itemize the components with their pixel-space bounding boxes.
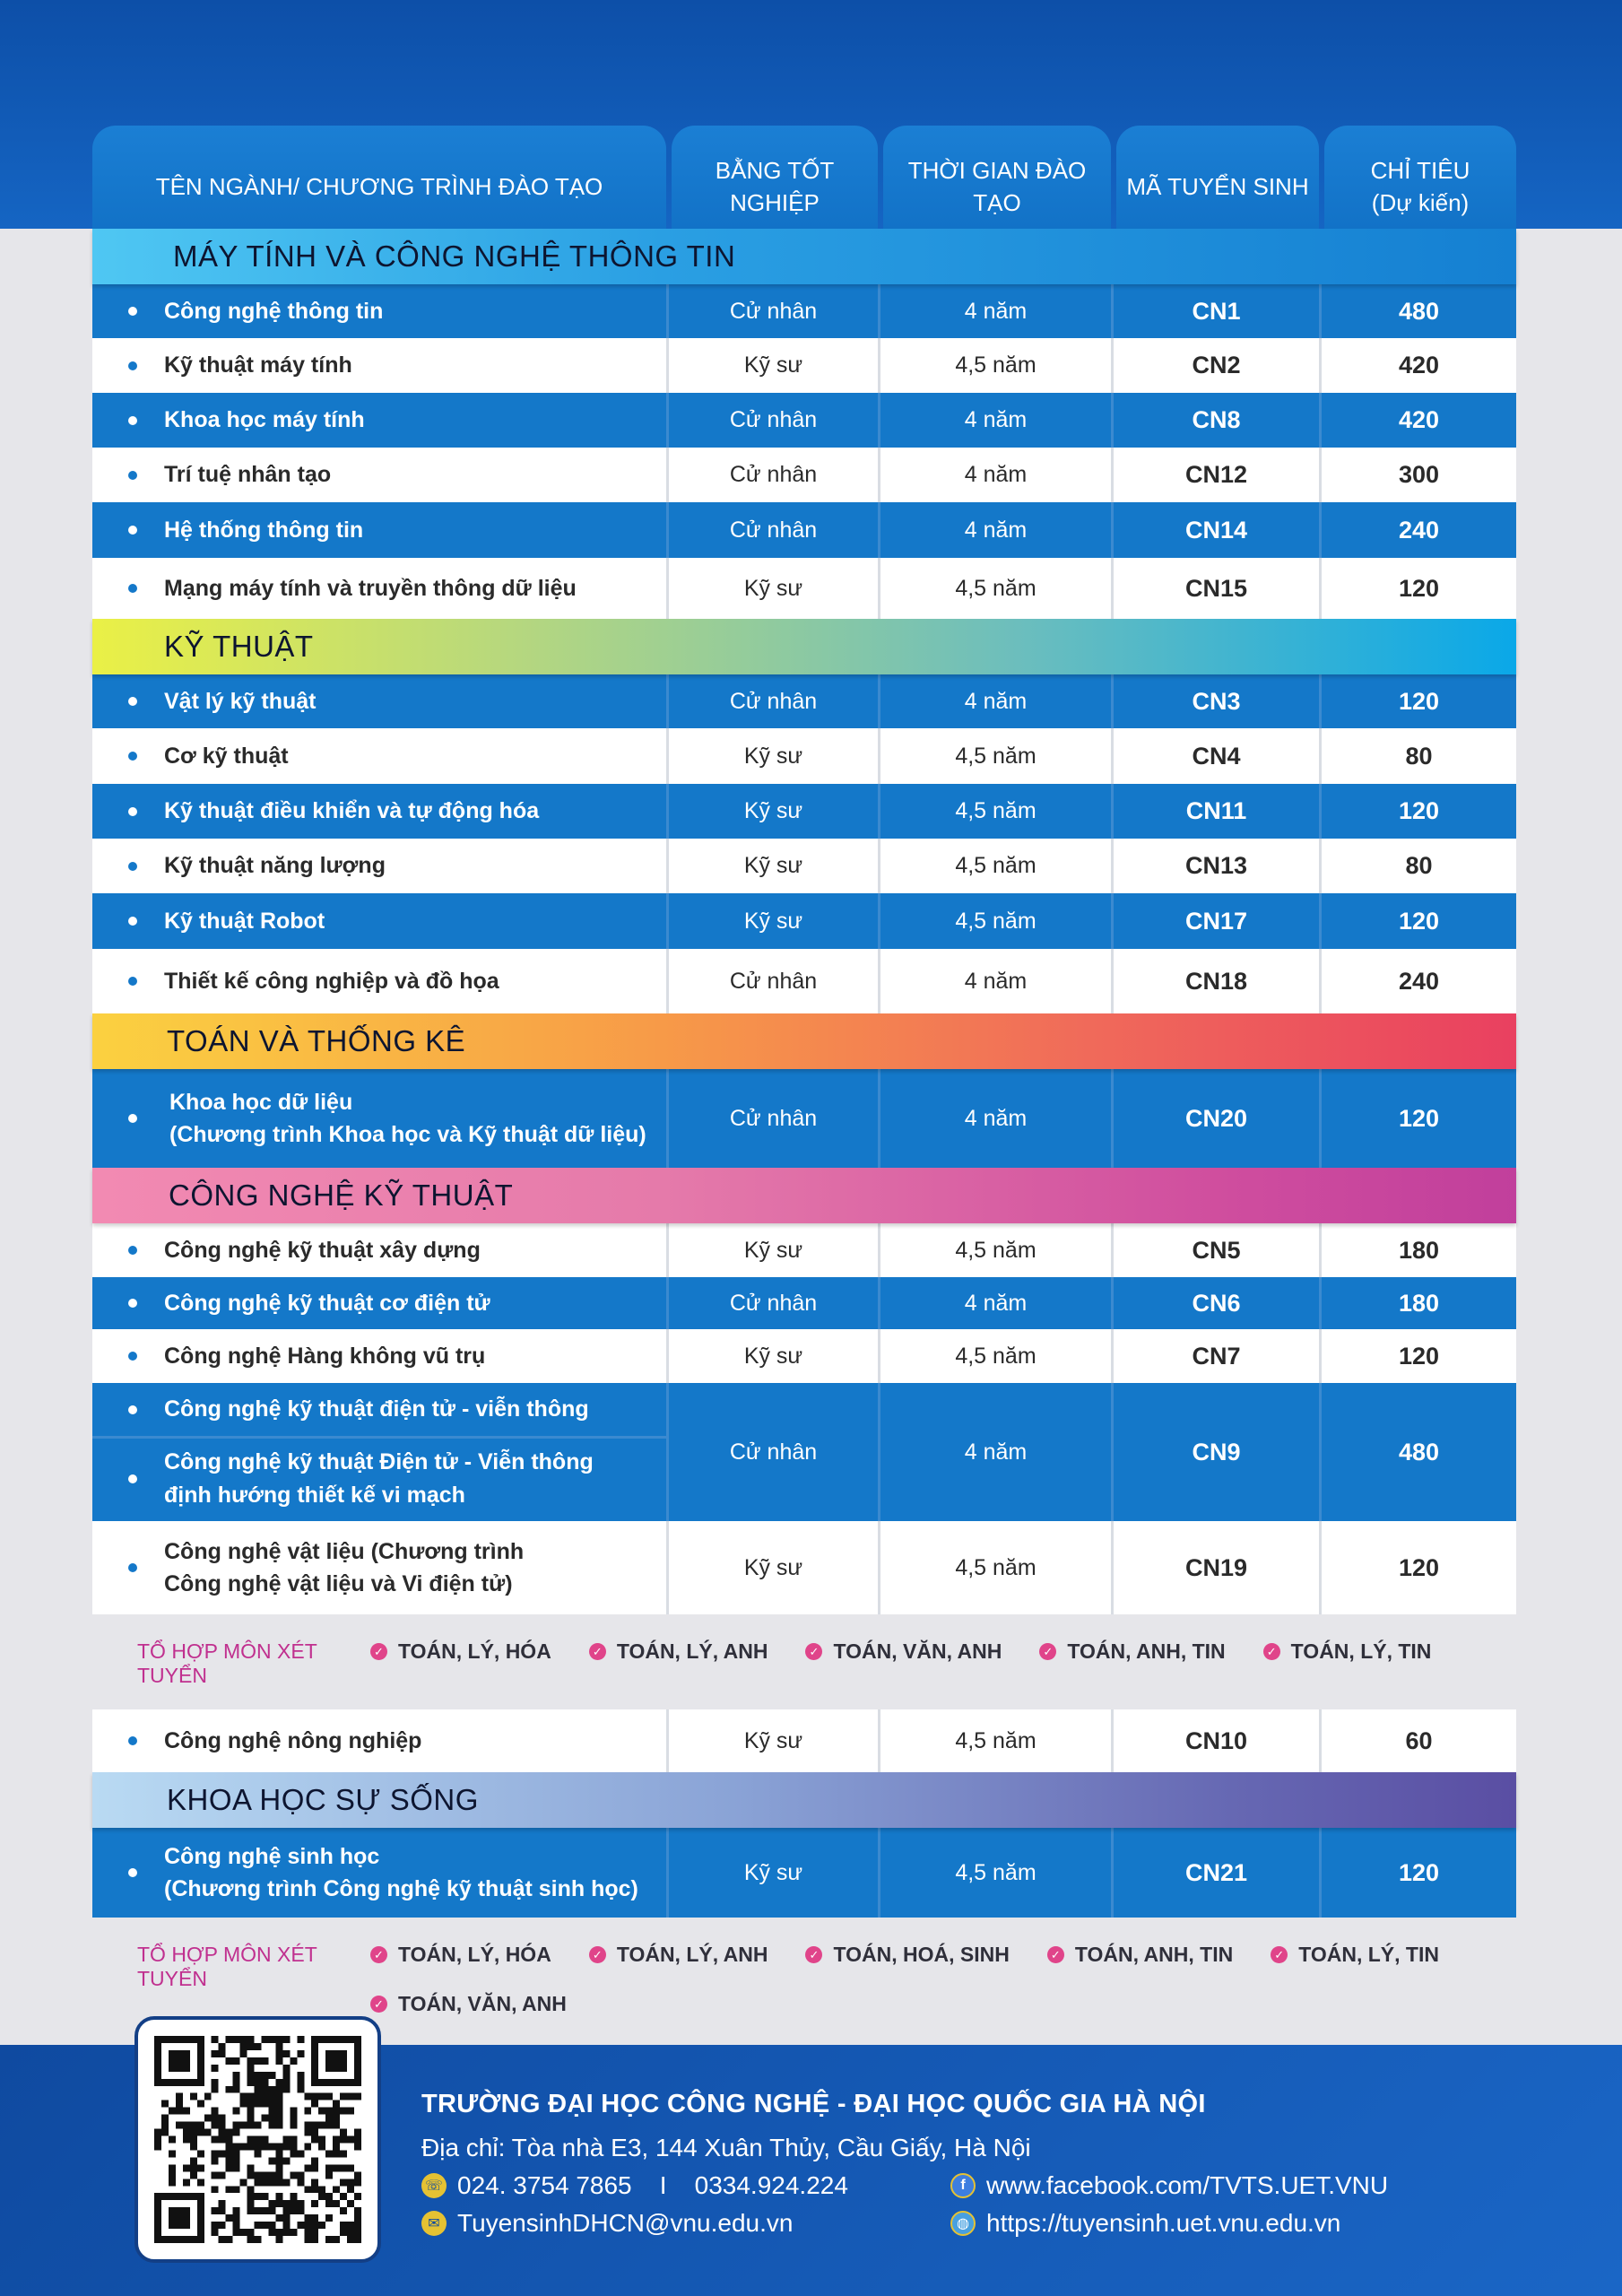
duration-cell: 4,5 năm <box>880 728 1114 784</box>
footer <box>421 2090 1479 2242</box>
duration-cell: 4 năm <box>880 1277 1114 1329</box>
subject-combinations <box>92 1614 1516 1702</box>
degree-cell: Cử nhân <box>669 284 880 338</box>
code-cell: CN13 <box>1114 839 1322 893</box>
table-row <box>92 502 1516 558</box>
table-row <box>92 949 1516 1013</box>
duration-cell: 4 năm <box>880 949 1114 1013</box>
combo-item: ✓ TOÁN, HOÁ, SINH <box>805 1943 1009 1967</box>
combo-label: TỔ HỢP MÔN XÉT TUYỂN <box>137 1639 317 1687</box>
quota-cell: 480 <box>1398 1438 1440 1465</box>
combo-item: ✓ TOÁN, VĂN, ANH <box>370 1992 567 2016</box>
degree-cell: Kỹ sư <box>669 893 880 949</box>
phone-icon: ☏ <box>421 2173 447 2198</box>
combo-list <box>370 1639 1516 1664</box>
degree-cell: Cử nhân <box>669 393 880 448</box>
program-name: Công nghệ kỹ thuật cơ điện tử <box>92 1277 669 1329</box>
duration-cell: 4 năm <box>880 502 1114 558</box>
check-circle-icon: ✓ <box>589 1643 606 1660</box>
table-row <box>92 728 1516 784</box>
program-name: Công nghệ kỹ thuật điện tử - viễn thông <box>92 1383 666 1439</box>
code-cell: CN15 <box>1114 558 1322 619</box>
code-cell: CN12 <box>1114 448 1322 502</box>
quota-cell: 300 <box>1398 461 1440 488</box>
quota-cell: 420 <box>1398 352 1440 378</box>
duration-cell: 4,5 năm <box>880 839 1114 893</box>
quota-cell: 120 <box>1398 907 1440 935</box>
table-row <box>92 1383 1516 1521</box>
degree-cell: Cử nhân <box>669 1069 880 1168</box>
quota-cell: 480 <box>1398 297 1440 325</box>
program-name: Công nghệ sinh học (Chương trình Công nghệ kỹ thuật sinh học) <box>92 1828 669 1918</box>
table-row <box>92 558 1516 619</box>
degree-cell: Kỹ sư <box>669 1709 880 1772</box>
table-row <box>92 393 1516 448</box>
program-name: Khoa học dữ liệu (Chương trình Khoa học và Kỹ thuật dữ liệu) <box>92 1069 669 1168</box>
code-cell: CN14 <box>1114 502 1322 558</box>
bullet <box>128 416 137 425</box>
program-name: Thiết kế công nghiệp và đồ họa <box>92 949 669 1013</box>
check-circle-icon: ✓ <box>370 1996 387 2013</box>
degree-cell: Kỹ sư <box>669 1329 880 1383</box>
combo-item: ✓ TOÁN, VĂN, ANH <box>805 1639 1002 1664</box>
check-circle-icon: ✓ <box>370 1643 387 1660</box>
facebook-icon: f <box>950 2173 976 2198</box>
code-cell: CN1 <box>1114 284 1322 338</box>
bullet <box>128 526 137 535</box>
bullet <box>128 1114 137 1123</box>
degree-cell: Kỹ sư <box>669 839 880 893</box>
bullet <box>128 307 137 316</box>
school-name: TRƯỜNG ĐẠI HỌC CÔNG NGHỆ - ĐẠI HỌC QUỐC GIA HÀ NỘI <box>421 2090 1206 2118</box>
header-degree: BẰNG TỐT NGHIỆP <box>672 126 878 229</box>
program-name: Công nghệ thông tin <box>92 284 669 338</box>
code-cell: CN2 <box>1114 338 1322 393</box>
duration-cell: 4 năm <box>880 448 1114 502</box>
program-name: Hệ thống thông tin <box>92 502 669 558</box>
code-cell: CN18 <box>1114 949 1322 1013</box>
quota-cell: 240 <box>1398 516 1440 544</box>
degree-cell: Kỹ sư <box>669 1828 880 1918</box>
table-row <box>92 1709 1516 1772</box>
address: Địa chỉ: Tòa nhà E3, 144 Xuân Thủy, Cầu Giấy, Hà Nội <box>421 2134 1031 2161</box>
table-row <box>92 893 1516 949</box>
email-icon: ✉ <box>421 2211 447 2236</box>
degree-cell: Kỹ sư <box>669 1223 880 1277</box>
table-header <box>92 126 1516 229</box>
program-table <box>92 126 1516 2043</box>
combo-item: ✓ TOÁN, LÝ, HÓA <box>370 1943 551 1967</box>
quota-cell: 120 <box>1398 1553 1440 1581</box>
code-cell: CN7 <box>1114 1329 1322 1383</box>
section-title: KỸ THUẬT <box>92 619 1516 674</box>
combo-item: ✓ TOÁN, ANH, TIN <box>1039 1639 1225 1664</box>
combo-label: TỔ HỢP MÔN XÉT TUYỂN <box>137 1943 317 1990</box>
duration-cell: 4,5 năm <box>880 1223 1114 1277</box>
phone-line <box>421 2167 950 2205</box>
degree-cell: Kỹ sư <box>669 1521 880 1614</box>
quota-cell: 80 <box>1405 852 1433 879</box>
quota-cell: 180 <box>1398 1236 1440 1264</box>
program-name: Công nghệ nông nghiệp <box>92 1709 669 1772</box>
check-circle-icon: ✓ <box>1047 1946 1064 1963</box>
table-row <box>92 1828 1516 1918</box>
header-code: MÃ TUYỂN SINH <box>1116 126 1319 229</box>
code-cell: CN8 <box>1114 393 1322 448</box>
program-name: Công nghệ kỹ thuật Điện tử - Viễn thông định hướng thiết kế vi mạch <box>92 1439 666 1518</box>
facebook-link[interactable]: www.facebook.com/TVTS.UET.VNU <box>986 2171 1389 2199</box>
program-name: Khoa học máy tính <box>92 393 669 448</box>
combo-item: ✓ TOÁN, ANH, TIN <box>1047 1943 1233 1967</box>
degree-cell: Kỹ sư <box>669 558 880 619</box>
duration-cell: 4 năm <box>880 284 1114 338</box>
duration-cell: 4,5 năm <box>880 1828 1114 1918</box>
check-circle-icon: ✓ <box>805 1643 822 1660</box>
quota-cell: 120 <box>1398 1342 1440 1370</box>
degree-cell: Cử nhân <box>669 502 880 558</box>
combo-item: ✓ TOÁN, LÝ, ANH <box>589 1943 768 1967</box>
check-circle-icon: ✓ <box>589 1946 606 1963</box>
program-name: Kỹ thuật Robot <box>92 893 669 949</box>
table-row <box>92 1069 1516 1168</box>
bullet <box>128 1246 137 1255</box>
bullet <box>128 1405 137 1414</box>
quota-cell: 120 <box>1398 574 1440 602</box>
table-row <box>92 1223 1516 1277</box>
bullet <box>128 1736 137 1745</box>
bullet <box>128 361 137 370</box>
combo-item: ✓ TOÁN, LÝ, HÓA <box>370 1639 551 1664</box>
duration-cell: 4,5 năm <box>880 784 1114 839</box>
bullet <box>128 1868 137 1877</box>
duration-cell: 4 năm <box>880 393 1114 448</box>
qr-code-icon <box>154 2036 361 2243</box>
table-row <box>92 1329 1516 1383</box>
table-row <box>92 448 1516 502</box>
section-title: KHOA HỌC SỰ SỐNG <box>92 1772 1516 1828</box>
code-cell: CN6 <box>1114 1277 1322 1329</box>
degree-cell: Kỹ sư <box>669 728 880 784</box>
degree-cell: Kỹ sư <box>669 784 880 839</box>
check-circle-icon: ✓ <box>1263 1643 1280 1660</box>
program-name: Kỹ thuật máy tính <box>92 338 669 393</box>
combo-item: ✓ TOÁN, LÝ, ANH <box>589 1639 768 1664</box>
bullet <box>128 862 137 871</box>
combo-item: ✓ TOÁN, LÝ, TIN <box>1271 1943 1439 1967</box>
program-name: Công nghệ Hàng không vũ trụ <box>92 1329 669 1383</box>
quota-cell: 120 <box>1398 1858 1440 1886</box>
check-circle-icon: ✓ <box>805 1946 822 1963</box>
duration-cell: 4,5 năm <box>880 338 1114 393</box>
degree-cell: Cử nhân <box>669 1277 880 1329</box>
code-cell: CN19 <box>1114 1521 1322 1614</box>
facebook-line <box>950 2167 1479 2205</box>
degree-cell: Cử nhân <box>669 1383 880 1521</box>
website-line <box>950 2205 1479 2242</box>
bullet <box>128 1563 137 1572</box>
quota-cell: 60 <box>1405 1726 1433 1754</box>
degree-cell: Kỹ sư <box>669 338 880 393</box>
code-cell: CN9 <box>1114 1383 1322 1521</box>
program-name-group <box>92 1383 669 1521</box>
contact-grid <box>421 2167 1479 2242</box>
phone-number[interactable]: 024. 3754 7865 I 0334.924.224 <box>457 2171 848 2199</box>
check-circle-icon: ✓ <box>1271 1946 1288 1963</box>
section-title: TOÁN VÀ THỐNG KÊ <box>92 1013 1516 1069</box>
program-name: Công nghệ vật liệu (Chương trình Công nghệ vật liệu và Vi điện tử) <box>92 1521 669 1614</box>
quota-cell: 120 <box>1398 1104 1440 1132</box>
code-cell: CN10 <box>1114 1709 1322 1772</box>
table-row <box>92 674 1516 728</box>
globe-icon: ◍ <box>950 2211 976 2236</box>
table-row <box>92 1277 1516 1329</box>
quota-cell: 180 <box>1398 1289 1440 1317</box>
quota-cell: 120 <box>1398 797 1440 824</box>
code-cell: CN3 <box>1114 674 1322 728</box>
table-row <box>92 338 1516 393</box>
header-duration: THỜI GIAN ĐÀO TẠO <box>883 126 1111 229</box>
table-row <box>92 839 1516 893</box>
section-title: MÁY TÍNH VÀ CÔNG NGHỆ THÔNG TIN <box>92 229 1516 284</box>
duration-cell: 4 năm <box>880 1069 1114 1168</box>
website-link[interactable]: https://tuyensinh.uet.vnu.edu.vn <box>986 2209 1341 2237</box>
code-cell: CN20 <box>1114 1069 1322 1168</box>
check-circle-icon: ✓ <box>1039 1643 1056 1660</box>
code-cell: CN11 <box>1114 784 1322 839</box>
email-link[interactable]: TuyensinhDHCN@vnu.edu.vn <box>457 2209 794 2237</box>
program-name: Trí tuệ nhân tạo <box>92 448 669 502</box>
duration-cell: 4,5 năm <box>880 558 1114 619</box>
section-title: CÔNG NGHỆ KỸ THUẬT <box>92 1168 1516 1223</box>
qr-code[interactable] <box>134 2016 381 2263</box>
code-cell: CN4 <box>1114 728 1322 784</box>
check-circle-icon: ✓ <box>370 1946 387 1963</box>
degree-cell: Cử nhân <box>669 674 880 728</box>
table-row <box>92 284 1516 338</box>
email-line <box>421 2205 950 2242</box>
code-cell: CN21 <box>1114 1828 1322 1918</box>
quota-cell: 120 <box>1398 687 1440 715</box>
duration-cell: 4 năm <box>880 1383 1114 1521</box>
table-row <box>92 1521 1516 1614</box>
degree-cell: Cử nhân <box>669 448 880 502</box>
bullet <box>128 697 137 706</box>
bullet <box>128 1474 137 1483</box>
bullet <box>128 977 137 986</box>
duration-cell: 4,5 năm <box>880 1709 1114 1772</box>
duration-cell: 4,5 năm <box>880 1521 1114 1614</box>
duration-cell: 4,5 năm <box>880 1329 1114 1383</box>
program-name: Mạng máy tính và truyền thông dữ liệu <box>92 558 669 619</box>
duration-cell: 4 năm <box>880 674 1114 728</box>
program-name: Kỹ thuật năng lượng <box>92 839 669 893</box>
degree-cell: Cử nhân <box>669 949 880 1013</box>
table-row <box>92 784 1516 839</box>
combo-list <box>370 1943 1516 2016</box>
duration-cell: 4,5 năm <box>880 893 1114 949</box>
program-name: Kỹ thuật điều khiển và tự động hóa <box>92 784 669 839</box>
bullet <box>128 584 137 593</box>
program-name: Công nghệ kỹ thuật xây dựng <box>92 1223 669 1277</box>
header-name: TÊN NGÀNH/ CHƯƠNG TRÌNH ĐÀO TẠO <box>92 126 666 229</box>
quota-cell: 80 <box>1405 742 1433 770</box>
program-name: Cơ kỹ thuật <box>92 728 669 784</box>
bullet <box>128 1352 137 1361</box>
combo-item: ✓ TOÁN, LÝ, TIN <box>1263 1639 1432 1664</box>
quota-cell: 240 <box>1398 967 1440 995</box>
bullet <box>128 917 137 926</box>
bullet <box>128 1299 137 1308</box>
bullet <box>128 471 137 480</box>
quota-cell: 420 <box>1398 406 1440 433</box>
code-cell: CN5 <box>1114 1223 1322 1277</box>
bullet <box>128 807 137 816</box>
code-cell: CN17 <box>1114 893 1322 949</box>
header-quota: CHỈ TIÊU (Dự kiến) <box>1324 126 1516 229</box>
program-name: Vật lý kỹ thuật <box>92 674 669 728</box>
bullet <box>128 752 137 761</box>
